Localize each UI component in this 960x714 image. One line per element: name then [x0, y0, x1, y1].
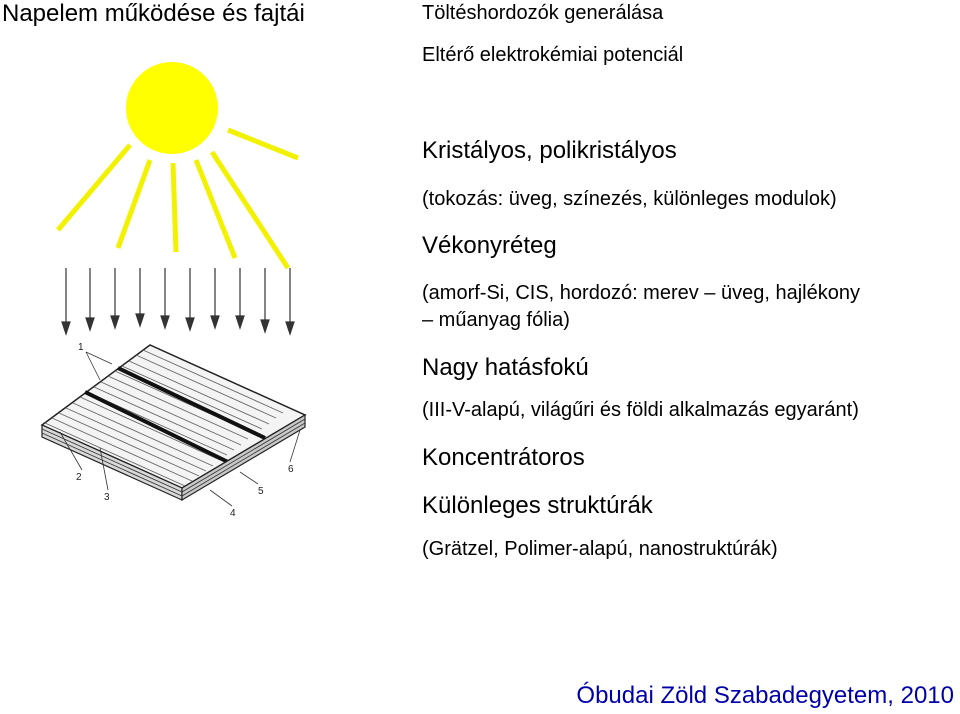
list-item-highefficiency: Nagy hatásfokú	[422, 354, 589, 381]
list-item-thinfilm-note-1: (amorf-Si, CIS, hordozó: merev – üveg, hajlékony	[422, 282, 860, 304]
list-item-special-note: (Grätzel, Polimer-alapú, nanostruktúrák)	[422, 538, 778, 560]
arrow-icon	[186, 268, 194, 330]
sun-ray	[118, 160, 150, 248]
arrow-icon	[136, 268, 144, 326]
arrow-icon	[286, 268, 294, 334]
footer-text: Óbudai Zöld Szabadegyetem, 2010	[576, 682, 954, 709]
label-5: 5	[258, 486, 264, 497]
light-arrows	[62, 268, 294, 334]
arrow-icon	[111, 268, 119, 328]
sun-ray	[58, 145, 130, 230]
list-item-generation: Töltéshordozók generálása	[422, 2, 664, 24]
label-6: 6	[288, 464, 294, 475]
list-item-potential: Eltérő elektrokémiai potenciál	[422, 44, 684, 66]
arrow-icon	[86, 268, 94, 330]
sun-ray	[173, 163, 176, 252]
list-item-special: Különleges struktúrák	[422, 492, 653, 519]
slide-title: Napelem működése és fajtái	[2, 0, 305, 27]
sun-disc	[126, 62, 218, 154]
label-2: 2	[76, 472, 82, 483]
list-item-concentrator: Koncentrátoros	[422, 444, 585, 471]
solar-panel-icon	[42, 342, 305, 519]
arrow-icon	[211, 268, 219, 328]
arrow-icon	[236, 268, 244, 328]
sun-ray	[228, 130, 298, 158]
arrow-icon	[261, 268, 269, 332]
list-item-thinfilm-note-2: – műanyag fólia)	[422, 309, 570, 331]
label-3: 3	[104, 492, 110, 503]
list-item-crystalline: Kristályos, polikristályos	[422, 137, 677, 164]
arrow-icon	[161, 268, 169, 328]
sun-icon	[58, 62, 298, 268]
panel-top	[42, 345, 305, 488]
list-item-highefficiency-note: (III-V-alapú, világűri és földi alkalmazás egyaránt)	[422, 399, 859, 421]
list-item-thinfilm: Vékonyréteg	[422, 232, 557, 259]
sun-ray	[212, 152, 288, 268]
label-4: 4	[230, 508, 236, 519]
solar-cell-illustration	[0, 0, 420, 560]
arrow-icon	[62, 268, 70, 334]
list-item-crystalline-note: (tokozás: üveg, színezés, különleges modulok)	[422, 188, 837, 210]
label-1: 1	[78, 342, 84, 353]
